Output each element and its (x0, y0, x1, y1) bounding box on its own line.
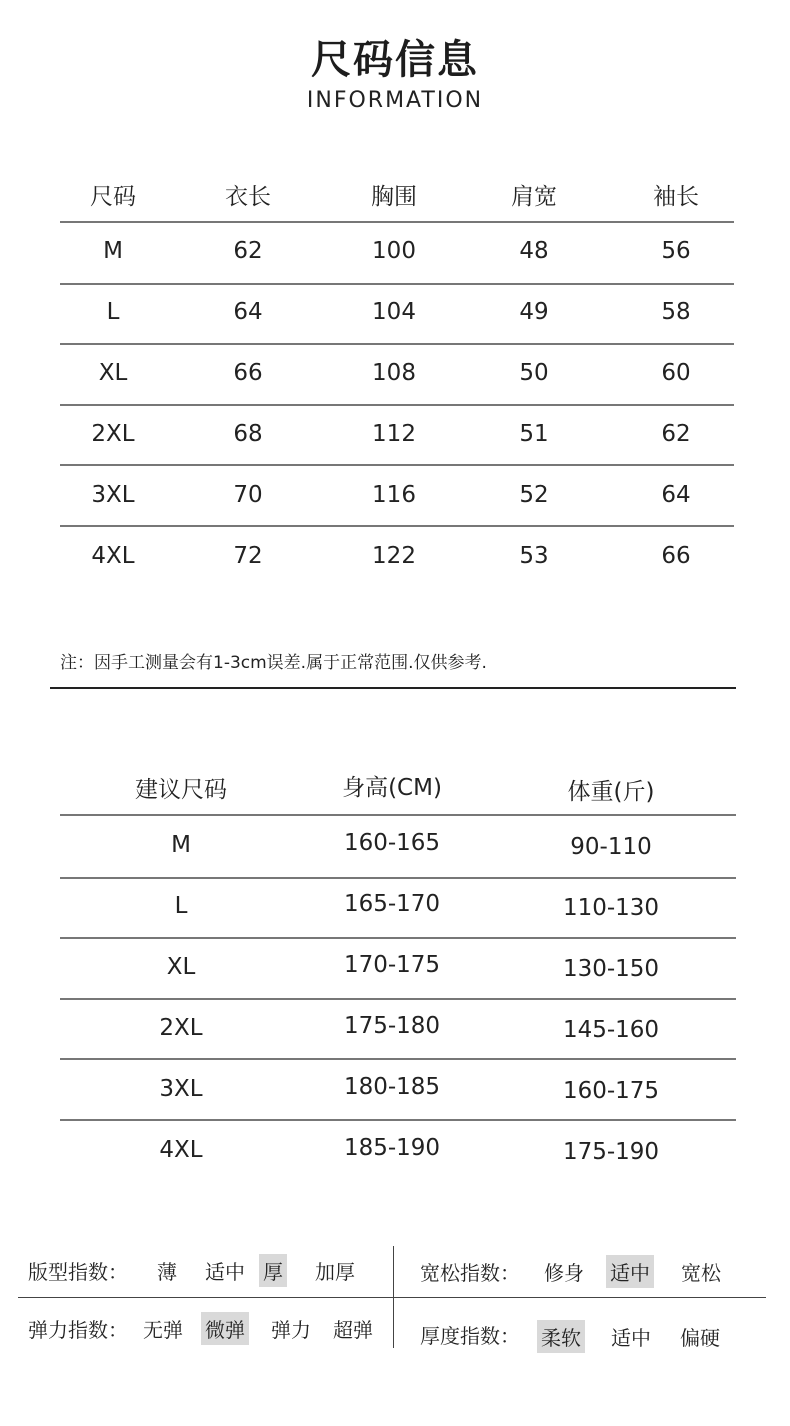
table-rule (60, 1058, 736, 1060)
size-table-cell: 62 (233, 238, 263, 264)
suggest-table-header: 体重(斤) (567, 779, 655, 805)
table-rule (60, 998, 736, 1000)
index-label: 厚度指数： (420, 1324, 520, 1348)
size-table-cell: 122 (372, 543, 416, 569)
index-option: 适中 (611, 1326, 651, 1350)
suggest-table-cell: 185-190 (343, 1135, 441, 1161)
index-option: 修身 (544, 1261, 584, 1285)
section-divider (50, 687, 736, 689)
index-option: 无弹 (143, 1318, 183, 1342)
suggest-table-cell: XL (166, 954, 196, 980)
table-rule (60, 877, 736, 879)
size-table-header: 衣长 (225, 184, 271, 210)
size-table-cell: 51 (519, 421, 549, 447)
page-title: 尺码信息 (311, 37, 479, 83)
page-subtitle: INFORMATION (306, 88, 484, 113)
index-option: 微弹 (201, 1312, 249, 1345)
table-rule (60, 404, 734, 406)
size-table-cell: 3XL (91, 482, 135, 508)
size-table-cell: 72 (233, 543, 263, 569)
size-table-cell: M (103, 238, 123, 264)
suggest-table-cell: 145-160 (562, 1017, 660, 1043)
indices-horizontal-divider (18, 1297, 766, 1298)
suggest-table-cell: 180-185 (343, 1074, 441, 1100)
size-table-header: 袖长 (653, 184, 699, 210)
table-rule (60, 464, 734, 466)
size-table-cell: 50 (519, 360, 549, 386)
measurement-note: 注：因手工测量会有1-3cm误差.属于正常范围.仅供参考. (60, 653, 487, 673)
index-option: 适中 (606, 1255, 654, 1288)
suggest-table-cell: 170-175 (343, 952, 441, 978)
index-option: 薄 (157, 1260, 177, 1284)
size-table-cell: L (106, 299, 120, 325)
suggest-table-cell: 3XL (159, 1076, 203, 1102)
size-table-cell: 66 (661, 543, 691, 569)
index-option: 偏硬 (680, 1326, 720, 1350)
size-table-cell: 52 (519, 482, 549, 508)
size-table-cell: 68 (233, 421, 263, 447)
index-label: 宽松指数： (420, 1261, 520, 1285)
index-option: 加厚 (315, 1260, 355, 1284)
table-rule (60, 937, 736, 939)
index-option: 宽松 (681, 1261, 721, 1285)
size-table-cell: 49 (519, 299, 549, 325)
size-table-cell: 56 (661, 238, 691, 264)
suggest-table-cell: M (171, 832, 191, 858)
size-table-cell: 100 (372, 238, 416, 264)
size-table-cell: 66 (233, 360, 263, 386)
size-table-cell: 104 (372, 299, 416, 325)
table-rule (60, 1119, 736, 1121)
suggest-table-cell: 175-180 (343, 1013, 441, 1039)
size-table-cell: 70 (233, 482, 263, 508)
suggest-table-cell: 110-130 (562, 895, 660, 921)
size-table-cell: 48 (519, 238, 549, 264)
size-table-cell: 116 (372, 482, 416, 508)
suggest-table-cell: 130-150 (562, 956, 660, 982)
suggest-table-cell: 175-190 (562, 1139, 660, 1165)
size-table-cell: XL (98, 360, 128, 386)
size-table-cell: 108 (372, 360, 416, 386)
size-table-cell: 64 (661, 482, 691, 508)
size-table-cell: 60 (661, 360, 691, 386)
suggest-table-cell: 4XL (159, 1137, 203, 1163)
index-option: 柔软 (537, 1320, 585, 1353)
size-table-cell: 2XL (91, 421, 135, 447)
suggest-table-cell: 2XL (159, 1015, 203, 1041)
table-rule (60, 283, 734, 285)
size-table-cell: 58 (661, 299, 691, 325)
suggest-table-cell: 160-165 (343, 830, 441, 856)
suggest-table-header: 身高(CM) (342, 775, 442, 801)
index-option: 适中 (205, 1260, 245, 1284)
suggest-table-cell: L (174, 893, 188, 919)
size-table-cell: 53 (519, 543, 549, 569)
size-table-cell: 4XL (91, 543, 135, 569)
size-table-header: 胸围 (371, 184, 417, 210)
size-table-cell: 64 (233, 299, 263, 325)
table-rule (60, 221, 734, 223)
index-option: 超弹 (333, 1318, 373, 1342)
size-table-header: 肩宽 (511, 184, 557, 210)
suggest-table-cell: 160-175 (562, 1078, 660, 1104)
table-rule (60, 814, 736, 816)
index-label: 版型指数： (28, 1260, 128, 1284)
size-table-cell: 62 (661, 421, 691, 447)
index-option: 厚 (259, 1254, 287, 1287)
table-rule (60, 525, 734, 527)
suggest-table-cell: 90-110 (570, 834, 652, 860)
index-label: 弹力指数： (28, 1318, 128, 1342)
table-rule (60, 343, 734, 345)
size-table-header: 尺码 (90, 184, 136, 210)
index-option: 弹力 (271, 1318, 311, 1342)
suggest-table-header: 建议尺码 (135, 777, 227, 803)
size-table-cell: 112 (372, 421, 416, 447)
suggest-table-cell: 165-170 (343, 891, 441, 917)
